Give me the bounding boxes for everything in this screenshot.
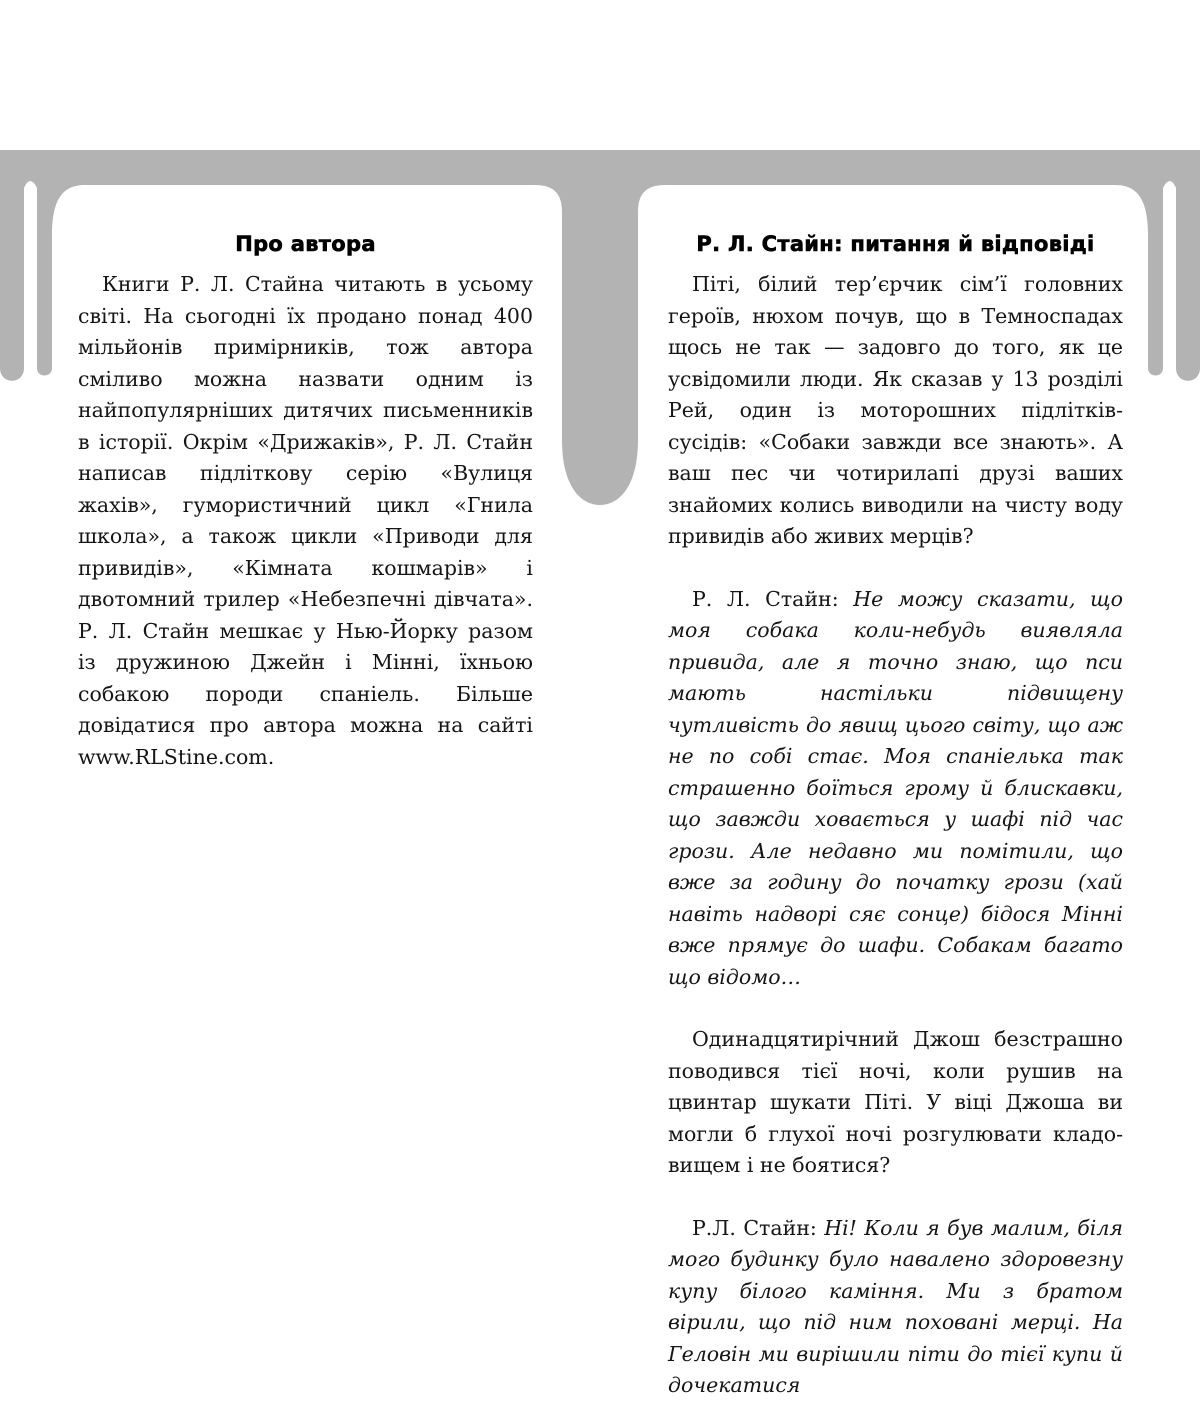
answer-1 bbox=[668, 584, 1123, 994]
question-2: Одинадцятирічний Джош безстрашно поводився тієї ночі, коли рушив на цвинтар шукати Піті. У віці Джоша ви могли б глухої ночі розгулювати кладовищем і не боятися? bbox=[668, 1027, 1123, 1177]
about-author-paragraph: Книги Р. Л. Стайна читають в усьому світі. На сьогодні їх продано понад 400 мільйонів примірників, тож автора сміливо можна назвати одним із найпопулярніших дитячих письменників в історії. Окрім «Дрижаків», Р. Л. Стайн написав підліткову серію «Вулиця жахів», гумористичний цикл «Гнила школа», а також цикли «Приводи для привидів», «Кімната кошмарів» і двотомний трилер «Небезпечні дівчата». Р. Л. Стайн мешкає у Нью-Йорку разом із дружиною Джейн і Мінні, їхньою собакою породи спаніель. Більше довідатися про автора можна на сайті www.RLStine.com. bbox=[78, 272, 533, 769]
left-page bbox=[78, 230, 533, 773]
qa-heading: Р. Л. Стайн: питання й відповіді bbox=[696, 232, 1095, 256]
answer-1-speaker: Р. Л. Стайн: bbox=[692, 586, 839, 611]
question-1: Піті, білий тер’єрчик сім’ї головних героїв, нюхом почув, що в Темноспадах щось не так — задовго до того, як це усвідомили люди. Як сказав у 13 розділі Рей, один із моторошних підлітків-сусідів: «Собаки завжди все знають». А ваш пес чи чотирилапі друзі ваших знайомих колись виводили на чисту воду привидів або живих мерців? bbox=[668, 272, 1123, 548]
answer-2-speaker: Р.Л. Стайн: bbox=[692, 1215, 817, 1240]
about-author-heading: Про автора bbox=[235, 232, 376, 256]
answer-1-text: Не можу сказати, що моя собака коли-небудь виявляла привида, але я точно знаю, що пси мають настільки підвищену чутливість до явищ цього світу, що аж не по собі стає. Моя спаніелька так страшенно боїться грому й блискавки, що завжди ховається у шафі під час грози. Але недавно ми помітили, що вже за годину до початку грози (хай навіть надворі сяє сонце) бідося Мінні вже прямує до шафи. Собакам багато що відомо… bbox=[668, 586, 1123, 989]
answer-2-text: Ні! Коли я був малим, біля мого будинку було навалено здоровезну купу білого каміння. Ми з братом вірили, що під ним поховані мерці. На Геловін ми вирішили піти до тієї купи й дочекатися bbox=[668, 1215, 1123, 1397]
right-page bbox=[668, 230, 1123, 1402]
answer-2 bbox=[668, 1213, 1123, 1402]
